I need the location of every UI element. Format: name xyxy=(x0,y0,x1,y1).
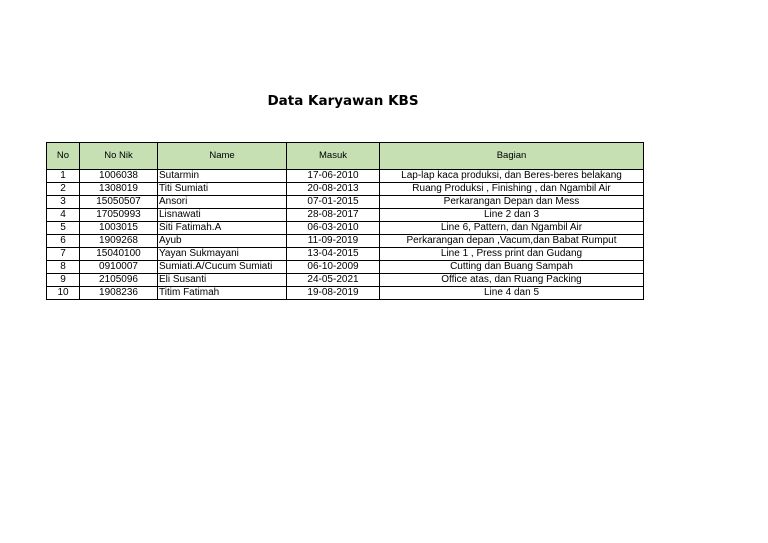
table-row xyxy=(47,209,644,222)
cell-masuk: 28-08-2017 xyxy=(287,209,380,222)
cell-name: Ayub xyxy=(158,235,287,248)
cell-no: 4 xyxy=(47,209,80,222)
cell-bagian: Lap-lap kaca produksi, dan Beres-beres belakang xyxy=(380,170,644,183)
table-header-row xyxy=(47,143,644,170)
cell-name: Yayan Sukmayani xyxy=(158,248,287,261)
cell-name: Ansori xyxy=(158,196,287,209)
cell-no-nik: 1003015 xyxy=(80,222,158,235)
table-row xyxy=(47,170,644,183)
cell-no: 6 xyxy=(47,235,80,248)
cell-no: 2 xyxy=(47,183,80,196)
cell-no: 9 xyxy=(47,274,80,287)
cell-no-nik: 1909268 xyxy=(80,235,158,248)
cell-bagian: Line 2 dan 3 xyxy=(380,209,644,222)
cell-masuk: 13-04-2015 xyxy=(287,248,380,261)
header-no: No xyxy=(47,143,80,170)
table-row xyxy=(47,222,644,235)
cell-no-nik: 1908236 xyxy=(80,287,158,300)
cell-masuk: 11-09-2019 xyxy=(287,235,380,248)
cell-name: Lisnawati xyxy=(158,209,287,222)
cell-bagian: Office atas, dan Ruang Packing xyxy=(380,274,644,287)
cell-no: 7 xyxy=(47,248,80,261)
cell-no-nik: 2105096 xyxy=(80,274,158,287)
cell-masuk: 07-01-2015 xyxy=(287,196,380,209)
table-row xyxy=(47,287,644,300)
cell-masuk: 06-10-2009 xyxy=(287,261,380,274)
employee-table xyxy=(46,142,644,300)
page-title: Data Karyawan KBS xyxy=(267,93,419,109)
table-row xyxy=(47,183,644,196)
cell-no-nik: 15050507 xyxy=(80,196,158,209)
cell-no-nik: 1006038 xyxy=(80,170,158,183)
cell-masuk: 20-08-2013 xyxy=(287,183,380,196)
cell-bagian: Cutting dan Buang Sampah xyxy=(380,261,644,274)
cell-no-nik: 0910007 xyxy=(80,261,158,274)
cell-name: Siti Fatimah.A xyxy=(158,222,287,235)
cell-bagian: Line 4 dan 5 xyxy=(380,287,644,300)
table-row xyxy=(47,261,644,274)
cell-name: Titim Fatimah xyxy=(158,287,287,300)
cell-bagian: Ruang Produksi , Finishing , dan Ngambil Air xyxy=(380,183,644,196)
table-row xyxy=(47,274,644,287)
cell-masuk: 24-05-2021 xyxy=(287,274,380,287)
cell-masuk: 06-03-2010 xyxy=(287,222,380,235)
cell-bagian: Perkarangan Depan dan Mess xyxy=(380,196,644,209)
table-row xyxy=(47,196,644,209)
cell-name: Sumiati.A/Cucum Sumiati xyxy=(158,261,287,274)
cell-no: 8 xyxy=(47,261,80,274)
cell-no-nik: 1308019 xyxy=(80,183,158,196)
table-row xyxy=(47,235,644,248)
cell-name: Titi Sumiati xyxy=(158,183,287,196)
cell-bagian: Line 1 , Press print dan Gudang xyxy=(380,248,644,261)
cell-no: 1 xyxy=(47,170,80,183)
cell-no: 10 xyxy=(47,287,80,300)
cell-no: 5 xyxy=(47,222,80,235)
cell-name: Sutarmin xyxy=(158,170,287,183)
table-row xyxy=(47,248,644,261)
cell-no-nik: 15040100 xyxy=(80,248,158,261)
cell-bagian: Line 6, Pattern, dan Ngambil Air xyxy=(380,222,644,235)
table-body xyxy=(47,170,644,300)
cell-masuk: 19-08-2019 xyxy=(287,287,380,300)
header-masuk: Masuk xyxy=(287,143,380,170)
cell-masuk: 17-06-2010 xyxy=(287,170,380,183)
cell-no: 3 xyxy=(47,196,80,209)
header-bagian: Bagian xyxy=(380,143,644,170)
header-name: Name xyxy=(158,143,287,170)
header-no-nik: No Nik xyxy=(80,143,158,170)
cell-bagian: Perkarangan depan ,Vacum,dan Babat Rumput xyxy=(380,235,644,248)
cell-name: Eli Susanti xyxy=(158,274,287,287)
cell-no-nik: 17050993 xyxy=(80,209,158,222)
